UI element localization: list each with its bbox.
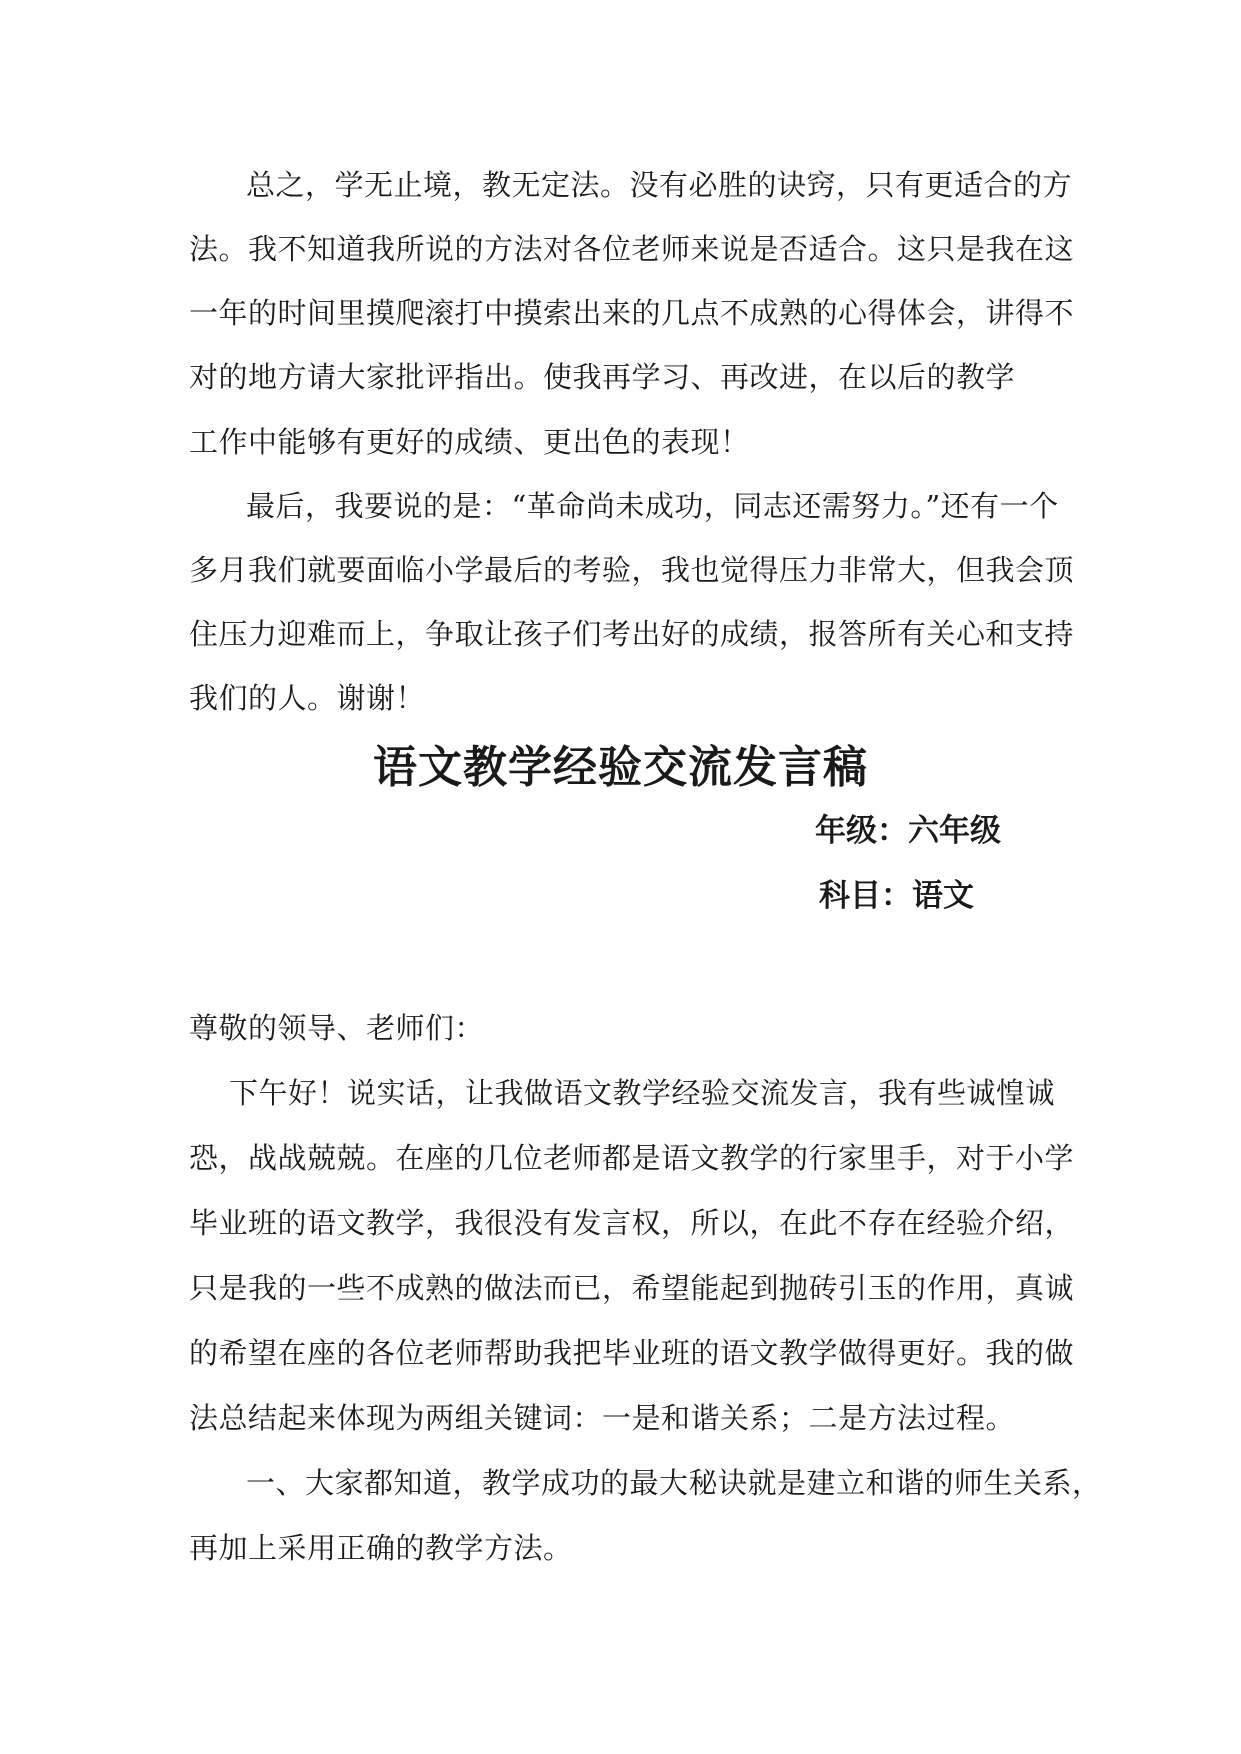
paragraph-line: 多月我们就要面临小学最后的考验，我也觉得压力非常大，但我会顶: [189, 553, 1075, 587]
paragraph-line: 恐，战战兢兢。在座的几位老师都是语文教学的行家里手，对于小学: [189, 1141, 1075, 1175]
paragraph-line: 住压力迎难而上，争取让孩子们考出好的成绩，报答所有关心和支持: [189, 617, 1075, 651]
paragraph-line: 一年的时间里摸爬滚打中摸索出来的几点不成熟的心得体会，讲得不: [189, 296, 1075, 330]
paragraph-line: 下午好！说实话，让我做语文教学经验交流发言，我有些诚惶诚: [229, 1076, 1056, 1110]
paragraph-line: 的希望在座的各位老师帮助我把毕业班的语文教学做得更好。我的做: [189, 1336, 1075, 1370]
paragraph-line: 再加上采用正确的教学方法。: [189, 1531, 573, 1565]
paragraph-line: 最后，我要说的是：“革命尚未成功，同志还需努力。”还有一个: [246, 489, 1059, 523]
paragraph-line: 法总结起来体现为两组关键词：一是和谐关系；二是方法过程。: [189, 1401, 1016, 1435]
subject-label: 科目：语文: [819, 878, 974, 914]
paragraph-line: 法。我不知道我所说的方法对各位老师来说是否适合。这只是我在这: [189, 232, 1075, 266]
salutation: 尊敬的领导、老师们：: [189, 1011, 485, 1045]
paragraph-line: 只是我的一些不成熟的做法而已，希望能起到抛砖引玉的作用，真诚: [189, 1271, 1075, 1305]
paragraph-line: 对的地方请大家批评指出。使我再学习、再改进，在以后的教学: [189, 360, 1016, 394]
paragraph-line: 一、大家都知道，教学成功的最大秘诀就是建立和谐的师生关系，: [246, 1466, 1102, 1500]
paragraph-line: 毕业班的语文教学，我很没有发言权，所以，在此不存在经验介绍，: [189, 1206, 1075, 1240]
paragraph-line: 总之，学无止境，教无定法。没有必胜的诀窍，只有更适合的方: [246, 168, 1073, 202]
paragraph-line: 我们的人。谢谢！: [189, 681, 426, 715]
grade-label: 年级：六年级: [815, 813, 1001, 849]
document-title: 语文教学经验交流发言稿: [373, 742, 868, 793]
paragraph-line: 工作中能够有更好的成绩、更出色的表现！: [189, 425, 750, 459]
